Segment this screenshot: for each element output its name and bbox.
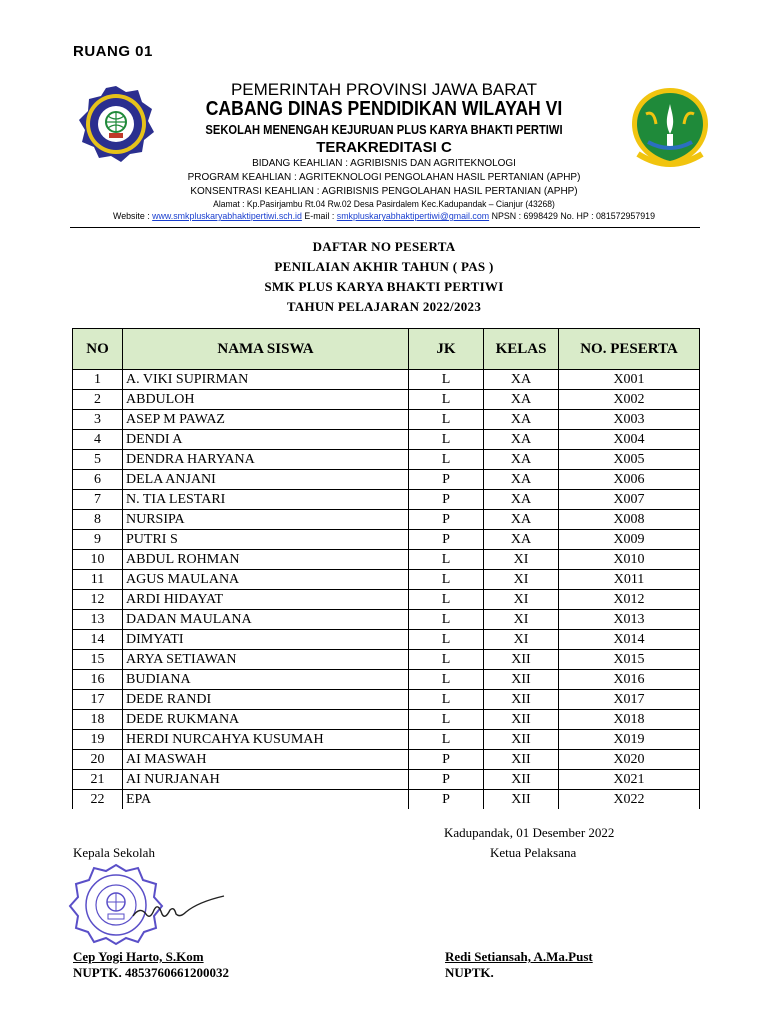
participant-no: X010 (559, 550, 700, 570)
class: XI (484, 630, 559, 650)
student-name: ABDULOH (123, 390, 409, 410)
participant-no: X004 (559, 430, 700, 450)
school-address: Alamat : Kp.Pasirjambu Rt.04 Rw.02 Desa Pasirdalem Kec.Kadupandak – Cianjur (43268) (213, 199, 555, 210)
gender: P (409, 470, 484, 490)
row-no: 16 (73, 670, 123, 690)
participant-no: X019 (559, 730, 700, 750)
class: XI (484, 550, 559, 570)
student-name: DEDE RUKMANA (123, 710, 409, 730)
class: XA (484, 370, 559, 390)
participant-no: X011 (559, 570, 700, 590)
row-no: 3 (73, 410, 123, 430)
class: XA (484, 450, 559, 470)
gender: L (409, 730, 484, 750)
accreditation: TERAKREDITASI C (316, 139, 452, 156)
class: XA (484, 490, 559, 510)
participant-no: X021 (559, 770, 700, 790)
email-label: E-mail : (301, 211, 337, 222)
school-title: SMK PLUS KARYA BHAKTI PERTIWI (264, 279, 504, 294)
student-name: N. TIA LESTARI (123, 490, 409, 510)
row-no: 8 (73, 510, 123, 530)
row-no: 19 (73, 730, 123, 750)
principal-name: Cep Yogi Harto, S.Kom (73, 949, 204, 964)
government-name: PEMERINTAH PROVINSI JAWA BARAT (230, 80, 538, 99)
participant-table (72, 328, 700, 809)
student-name: AGUS MAULANA (123, 570, 409, 590)
class: XII (484, 730, 559, 750)
participant-no: X006 (559, 470, 700, 490)
gender: P (409, 770, 484, 790)
chair-title: Ketua Pelaksana (490, 845, 577, 860)
participant-no: X008 (559, 510, 700, 530)
header-no: NO (73, 329, 123, 370)
class: XI (484, 610, 559, 630)
table-row (73, 490, 700, 510)
row-no: 21 (73, 770, 123, 790)
gender: L (409, 650, 484, 670)
student-name: PUTRI S (123, 530, 409, 550)
participant-no: X020 (559, 750, 700, 770)
academic-year: TAHUN PELAJARAN 2022/2023 (286, 299, 482, 314)
class: XA (484, 390, 559, 410)
participant-no: X015 (559, 650, 700, 670)
student-name: A. VIKI SUPIRMAN (123, 370, 409, 390)
class: XII (484, 650, 559, 670)
office-name: CABANG DINAS PENDIDIKAN WILAYAH VI (205, 98, 563, 120)
gender: L (409, 430, 484, 450)
website-link[interactable]: www.smkpluskaryabhaktipertiwi.sch.id (152, 211, 302, 222)
website-label: Website : (113, 211, 153, 222)
table-row (73, 750, 700, 770)
gender: L (409, 610, 484, 630)
school-name: SEKOLAH MENENGAH KEJURUAN PLUS KARYA BHAKTI PERTIWI (205, 122, 563, 137)
table-row (73, 530, 700, 550)
student-name: DIMYATI (123, 630, 409, 650)
class: XII (484, 670, 559, 690)
gender: L (409, 570, 484, 590)
participant-no: X018 (559, 710, 700, 730)
row-no: 6 (73, 470, 123, 490)
header-student-name: NAMA SISWA (123, 329, 409, 370)
table-row (73, 710, 700, 730)
header-participant-no: NO. PESERTA (559, 329, 700, 370)
class: XII (484, 770, 559, 790)
gender: L (409, 450, 484, 470)
table-body (73, 370, 700, 810)
header-divider (70, 227, 700, 228)
participant-no: X017 (559, 690, 700, 710)
gender: P (409, 530, 484, 550)
student-name: DELA ANJANI (123, 470, 409, 490)
table-row (73, 770, 700, 790)
field-of-expertise: BIDANG KEAHLIAN : AGRIBISNIS DAN AGRITEKNOLOGI (252, 157, 516, 169)
table-row (73, 730, 700, 750)
gender: L (409, 690, 484, 710)
gender: L (409, 630, 484, 650)
participant-no: X007 (559, 490, 700, 510)
student-name: DENDI A (123, 430, 409, 450)
gender: L (409, 590, 484, 610)
table-row (73, 690, 700, 710)
class: XII (484, 690, 559, 710)
email-link[interactable]: smkpluskaryabhaktipertiwi@gmail.com (336, 211, 490, 222)
gender: L (409, 550, 484, 570)
table-row (73, 370, 700, 390)
gender: L (409, 390, 484, 410)
student-name: EPA (123, 790, 409, 810)
participant-no: X001 (559, 370, 700, 390)
table-row (73, 390, 700, 410)
class: XI (484, 570, 559, 590)
gender: L (409, 410, 484, 430)
class: XA (484, 470, 559, 490)
row-no: 17 (73, 690, 123, 710)
class: XA (484, 430, 559, 450)
table-row (73, 630, 700, 650)
table-row (73, 610, 700, 630)
student-name: AI MASWAH (123, 750, 409, 770)
header-gender: JK (409, 329, 484, 370)
row-no: 20 (73, 750, 123, 770)
row-no: 4 (73, 430, 123, 450)
student-name: ARYA SETIAWAN (123, 650, 409, 670)
row-no: 18 (73, 710, 123, 730)
assessment-title: PENILAIAN AKHIR TAHUN ( PAS ) (274, 259, 494, 274)
student-name: BUDIANA (123, 670, 409, 690)
row-no: 9 (73, 530, 123, 550)
participant-no: X013 (559, 610, 700, 630)
chair-name: Redi Setiansah, A.Ma.Pust (445, 949, 593, 964)
table-row (73, 450, 700, 470)
student-name: ASEP M PAWAZ (123, 410, 409, 430)
table-row (73, 590, 700, 610)
class: XA (484, 510, 559, 530)
principal-nuptk: NUPTK. 4853760661200032 (73, 965, 229, 980)
row-no: 15 (73, 650, 123, 670)
table-header-row (73, 329, 700, 370)
table-row (73, 470, 700, 490)
table-row (73, 430, 700, 450)
table-row (73, 410, 700, 430)
gender: L (409, 670, 484, 690)
principal-signature-icon (128, 888, 228, 928)
document-title: DAFTAR NO PESERTA (312, 239, 456, 254)
row-no: 13 (73, 610, 123, 630)
student-name: HERDI NURCAHYA KUSUMAH (123, 730, 409, 750)
participant-no: X014 (559, 630, 700, 650)
class: XA (484, 410, 559, 430)
table-row (73, 670, 700, 690)
row-no: 1 (73, 370, 123, 390)
student-name: DENDRA HARYANA (123, 450, 409, 470)
class: XII (484, 750, 559, 770)
npsn-phone: NPSN : 6998429 No. HP : 081572957919 (489, 211, 655, 222)
table-row (73, 790, 700, 810)
participant-no: X012 (559, 590, 700, 610)
gender: P (409, 790, 484, 810)
expertise-program: PROGRAM KEAHLIAN : AGRITEKNOLOGI PENGOLAHAN HASIL PERTANIAN (APHP) (187, 171, 581, 183)
row-no: 5 (73, 450, 123, 470)
row-no: 11 (73, 570, 123, 590)
contact-line (27, 211, 741, 222)
student-name: DADAN MAULANA (123, 610, 409, 630)
principal-title: Kepala Sekolah (73, 845, 155, 860)
participant-no: X016 (559, 670, 700, 690)
gender: P (409, 490, 484, 510)
table-row (73, 650, 700, 670)
gender: P (409, 750, 484, 770)
participant-no: X002 (559, 390, 700, 410)
row-no: 10 (73, 550, 123, 570)
room-label: RUANG 01 (73, 43, 153, 60)
row-no: 2 (73, 390, 123, 410)
student-name: ARDI HIDAYAT (123, 590, 409, 610)
table-row (73, 550, 700, 570)
table-row (73, 570, 700, 590)
table-row (73, 510, 700, 530)
row-no: 7 (73, 490, 123, 510)
gender: P (409, 510, 484, 530)
row-no: 14 (73, 630, 123, 650)
participant-no: X022 (559, 790, 700, 810)
student-name: DEDE RANDI (123, 690, 409, 710)
student-name: NURSIPA (123, 510, 409, 530)
gender: L (409, 710, 484, 730)
student-name: ABDUL ROHMAN (123, 550, 409, 570)
class: XI (484, 590, 559, 610)
participant-no: X009 (559, 530, 700, 550)
expertise-concentration: KONSENTRASI KEAHLIAN : AGRIBISNIS PENGOLAHAN HASIL PERTANIAN (APHP) (190, 185, 578, 197)
row-no: 22 (73, 790, 123, 810)
class: XII (484, 710, 559, 730)
chair-nuptk: NUPTK. (445, 965, 494, 980)
participant-no: X005 (559, 450, 700, 470)
place-date: Kadupandak, 01 Desember 2022 (444, 825, 615, 840)
class: XII (484, 790, 559, 810)
student-name: AI NURJANAH (123, 770, 409, 790)
row-no: 12 (73, 590, 123, 610)
participant-no: X003 (559, 410, 700, 430)
gender: L (409, 370, 484, 390)
class: XA (484, 530, 559, 550)
header-class: KELAS (484, 329, 559, 370)
